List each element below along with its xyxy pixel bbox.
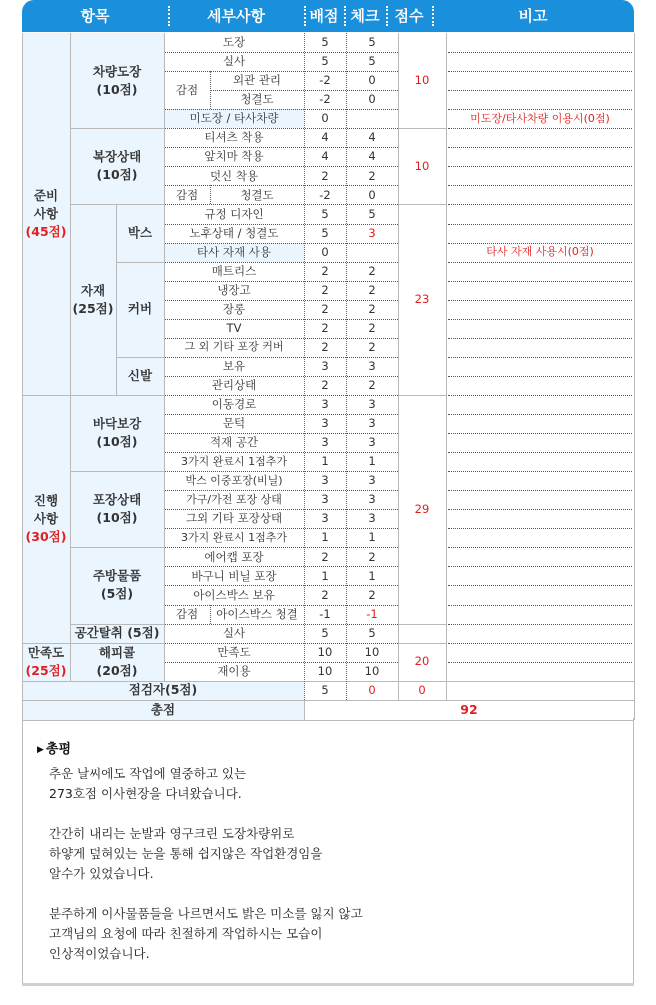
row-max-points: 1 [321,568,329,583]
row-check: 3 [368,473,376,488]
row-note [446,490,634,509]
row-check: 4 [368,130,376,145]
row-check: 2 [368,320,376,335]
row-note [446,300,634,319]
row-max-points: 5 [321,54,329,69]
row-item: 3가지 완료시 1점추가 [181,454,287,468]
row-check: -1 [366,606,378,621]
row-item: 장롱 [222,301,246,316]
row-max-points: 3 [321,473,329,488]
row-item: 3가지 완료시 1점추가 [181,530,287,544]
row-item: 티셔츠 착용 [204,130,264,145]
total-value: 92 [460,701,478,717]
row-check: 5 [368,35,376,50]
row-note [446,395,634,414]
category-progress: 진행 사항 (30점) [22,395,70,643]
row-max-points: 3 [321,492,329,507]
row-max-points: 5 [321,206,329,221]
header-score: 점수 [394,7,424,25]
row-note [446,471,634,490]
review-paragraph [49,764,363,804]
group-packing: 포장상태 (10점) [70,471,164,547]
row-note [446,547,634,566]
review-line: 고객님의 요청에 따라 친절하게 작업하시는 모습이 [49,926,323,941]
row-note [446,52,634,71]
row-note [446,585,634,604]
row-note [446,185,634,204]
row-note [446,166,634,185]
row-check: 3 [368,435,376,450]
row-max-points: 4 [321,130,329,145]
row-check: 10 [364,644,380,659]
row-check: 2 [368,339,376,354]
row-item: 이동경로 [211,397,257,412]
row-item: 박스 이중포장(비닐) [185,473,283,487]
row-max-points: 10 [317,663,333,678]
row-check: 2 [368,549,376,564]
row-check: 2 [368,282,376,297]
row-check: 3 [368,416,376,431]
group-happy-call: 해피콜 (20점) [70,643,164,681]
group-score-empty [398,624,446,643]
row-item: 실사 [222,625,246,640]
row-item: 덧신 착용 [209,168,259,183]
row-item: 에어캡 포장 [204,549,264,564]
row-item: 냉장고 [217,282,251,297]
deduction-label: 감점 [175,606,199,621]
category-progress-points: (30점) [25,528,67,544]
header-check: 체크 [350,7,380,25]
row-max-points: 2 [321,549,329,564]
row-note [446,319,634,338]
row-check: 5 [368,206,376,221]
row-note [446,605,634,624]
review-line: 알수가 있었습니다. [49,866,154,881]
row-check: 4 [368,149,376,164]
row-check: 1 [368,530,376,545]
group-score: 10 [414,73,430,88]
row-note [446,224,634,243]
row-check: 3 [368,511,376,526]
row-max-points: 3 [321,359,329,374]
review-line: 분주하게 이사물품들을 나르면서도 밝은 미소를 잃지 않고 [49,906,363,921]
row-check: 0 [368,73,376,88]
row-item: 가구/가전 포장 상태 [186,492,282,506]
row-note [446,624,634,643]
row-note [446,338,634,357]
row-item: 도장 [222,35,246,50]
row-note [446,128,634,147]
row-max-points: 5 [321,225,329,240]
row-item: 적재 공간 [209,435,259,450]
row-item: 매트리스 [211,263,257,278]
review-line: 간간히 내리는 눈발과 영구크린 도장차량위로 [49,826,295,841]
row-item: 아이스박스 보유 [193,587,275,602]
subgroup-shoes: 신발 [116,357,164,395]
header-item: 항목 [80,7,110,25]
row-check [346,243,398,262]
inspector-label: 점검자(5점) [22,681,304,700]
row-max-points: 0 [321,111,329,126]
row-max-points: -2 [319,73,331,88]
row-note [446,509,634,528]
row-max-points: 3 [321,397,329,412]
header-notes: 비고 [518,7,548,25]
group-materials: 자재 (25점) [70,204,116,395]
row-max-points: 1 [321,454,329,469]
subgroup-box: 박스 [116,204,164,261]
review-line: 인상적이었습니다. [49,946,150,961]
row-note [446,433,634,452]
row-check: 2 [368,378,376,393]
row-item: 타사 자재 사용 [164,243,304,262]
subgroup-cover: 커버 [116,262,164,357]
total-label: 총점 [22,700,304,720]
row-note [446,71,634,90]
row-item: 규정 디자인 [204,206,264,221]
row-item: 그외 기타 포장상태 [185,511,283,526]
triangle-bullet-icon: ▶ [37,745,44,755]
row-item: 문턱 [222,416,246,431]
row-max-points: -1 [319,606,331,621]
row-check: 2 [368,168,376,183]
row-check: 3 [368,397,376,412]
row-max-points: 2 [321,263,329,278]
row-max-points: 1 [321,530,329,545]
row-check: 3 [368,359,376,374]
row-check: 2 [368,301,376,316]
row-max-points: 4 [321,149,329,164]
row-item: 만족도 [217,644,251,659]
category-satisfaction: 만족도 (25점) [22,643,70,681]
row-item: 노후상태 / 청결도 [189,225,279,240]
row-item: 아이스박스 청결 [216,606,298,621]
group-kitchen: 주방물품 (5점) [70,547,164,623]
inspector-score: 0 [418,682,426,697]
row-check: 2 [368,263,376,278]
row-check: 1 [368,568,376,583]
row-max-points: -2 [319,92,331,107]
row-check: 0 [368,92,376,107]
group-space-deodorize: 공간탈취 (5점) [70,624,164,643]
review-body [49,764,363,984]
inspector-check: 0 [368,682,376,697]
row-item: 재이용 [217,663,251,678]
row-max-points: -2 [319,187,331,202]
row-check [346,109,398,128]
row-max-points: 5 [321,625,329,640]
row-item: 미도장 / 타사차량 [164,109,304,128]
category-preparation: 준비 사항 (45점) [22,33,70,395]
category-preparation-points: (45점) [25,224,67,240]
row-item: 청결도 [240,92,274,107]
review-line: 273호점 이사현장을 다녀왔습니다. [49,786,242,801]
header-max-points: 배점 [309,7,339,25]
row-item: 바구니 비닐 포장 [191,568,277,583]
review-section [22,718,634,983]
row-item: 앞치마 착용 [204,149,264,164]
row-max-points: 2 [321,282,329,297]
row-max-points: 2 [321,378,329,393]
row-item: 관리상태 [211,378,257,393]
row-max-points: 3 [321,416,329,431]
review-line: 추운 날씨에도 작업에 열중하고 있는 [49,766,247,781]
row-max-points: 2 [321,301,329,316]
group-score: 20 [414,654,430,669]
row-item: 그 외 기타 포장 커버 [184,340,284,354]
row-note: 미도장/타사차량 이용시(0점) [470,111,610,125]
review-line: 하얗게 덮혀있는 눈을 통해 쉽지않은 작업환경임을 [49,846,323,861]
row-note: 타사 자재 사용시(0점) [486,245,594,259]
row-note [446,357,634,376]
row-note [446,414,634,433]
row-note [446,528,634,547]
row-note [446,452,634,471]
row-max-points: 2 [321,339,329,354]
row-max-points: 3 [321,435,329,450]
row-max-points: 5 [321,35,329,50]
review-title: ▶ 총평 [37,742,72,757]
inspector-max: 5 [321,682,329,697]
group-attire: 복장상태 (10점) [70,128,164,204]
row-check: 10 [364,663,380,678]
group-vehicle-paint: 차량도장 (10점) [70,33,164,128]
row-check: 5 [368,625,376,640]
deduction-label: 감점 [175,187,199,202]
group-score: 29 [414,501,430,516]
row-check: 5 [368,54,376,69]
group-score: 23 [414,292,430,307]
row-note [446,90,634,109]
row-max-points: 2 [321,168,329,183]
row-note [446,662,634,681]
review-paragraph [49,824,363,884]
row-note [446,204,634,223]
row-max-points: 3 [321,511,329,526]
row-item: 실사 [222,54,246,69]
row-note [446,262,634,281]
row-check: 2 [368,587,376,602]
row-item: 청결도 [240,187,274,202]
row-max-points: 2 [321,587,329,602]
row-check: 0 [368,187,376,202]
row-note [446,147,634,166]
deduction-label: 감점 [175,82,199,97]
row-item: TV [226,320,242,335]
row-item: 외관 관리 [232,73,282,88]
row-note [446,281,634,300]
row-note [446,566,634,585]
row-check: 3 [368,225,376,240]
category-satisfaction-points: (25점) [25,662,67,678]
row-max-points: 0 [321,244,329,259]
group-floor-reinforce: 바닥보강 (10점) [70,395,164,471]
row-item: 보유 [222,359,246,374]
row-check: 1 [368,454,376,469]
row-note [446,33,634,52]
row-check: 3 [368,492,376,507]
row-note [446,376,634,395]
row-max-points: 10 [317,644,333,659]
row-note [446,643,634,662]
row-max-points: 2 [321,320,329,335]
group-score: 10 [414,159,430,173]
header-detail: 세부사항 [207,7,265,25]
review-paragraph [49,904,363,964]
